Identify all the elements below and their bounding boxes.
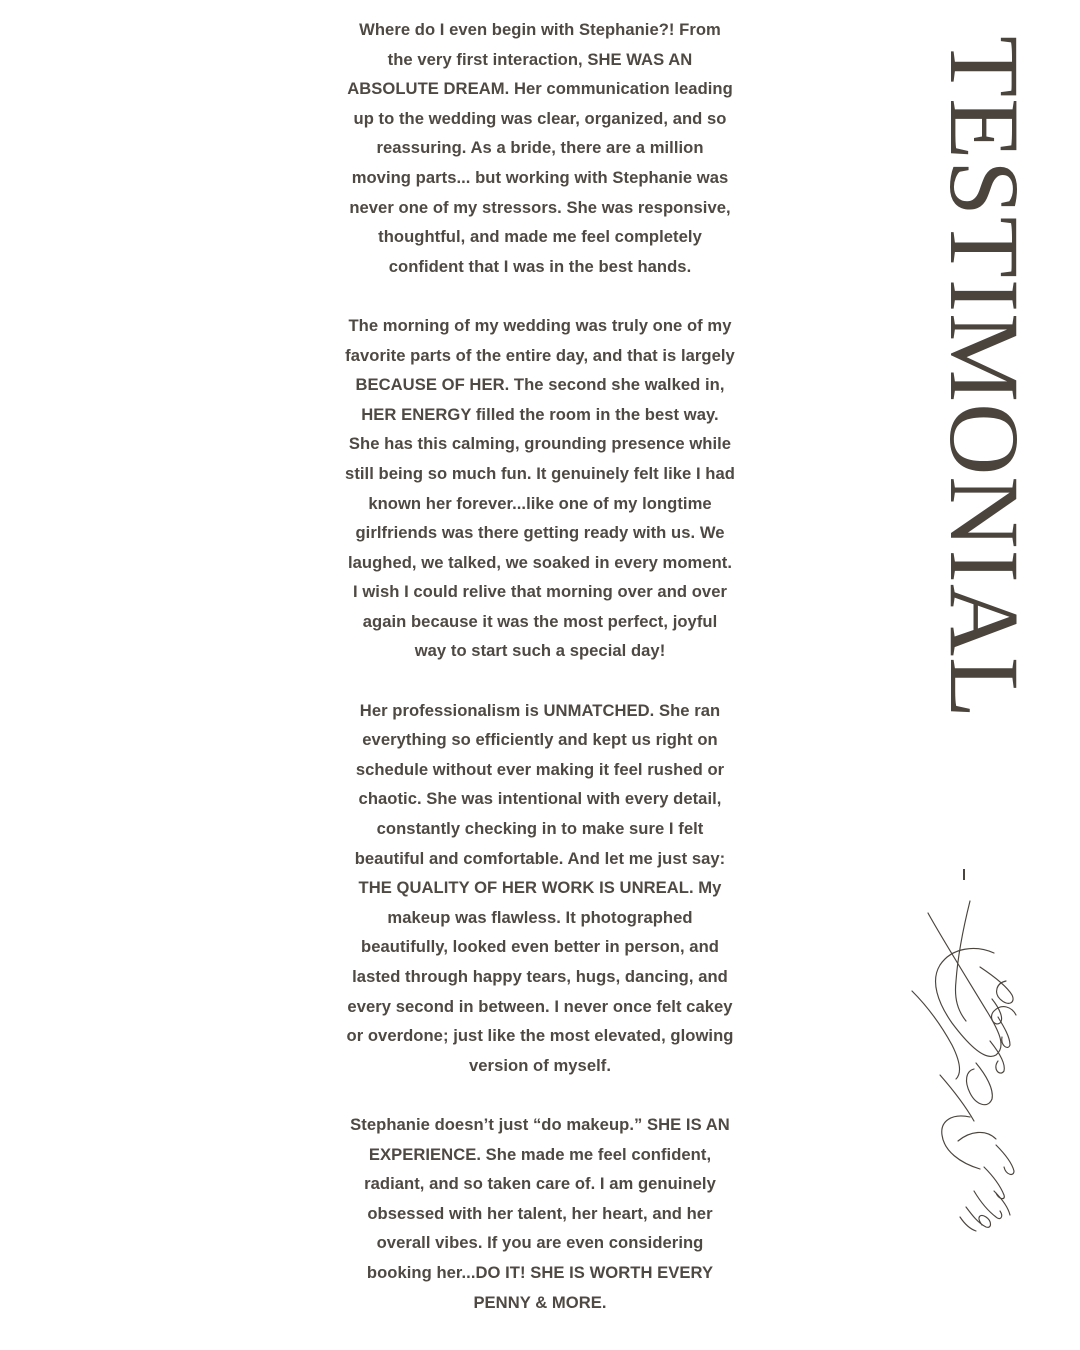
page-title: TESTIMONIAL [929,36,1040,720]
testimonial-paragraph-4: Stephanie doesn’t just “do makeup.” SHE IS AN EXPERIENCE. She made me feel confident, radiant, and so taken care of. I am genuinely obsessed with her talent, her heart, and her overall vibes. If you are even considering booking her...DO IT! SHE IS WORTH EVERY PENNY & MORE. [350,1114,730,1312]
testimonial-paragraph-1: Where do I even begin with Stephanie?! From the very first interaction, SHE WAS AN ABSOLUTE DREAM. Her communication leading up to the wedding was clear, organized, and so reassuring. As a bride, there are a million moving parts... but working with Stephanie was never one of my stressors. She was responsive, thoughtful, and made me feel completely confident that I was in the best hands. [347,20,733,276]
testimonial-paragraph-3: Her professionalism is UNMATCHED. She ran everything so efficiently and kept us right on schedule without ever making it feel rushed or chaotic. She was intentional with every detail, constantly checking in to make sure I felt beautiful and comfortable. And let me just say: THE QUALITY OF HER WORK IS UNREAL. My makeup was flawless. It photographed beautifully, looked even better in person, and lasted through happy tears, hugs, dancing, and every second in between. I never once felt cakey or overdone; just like the most elevated, glowing version of myself. [346,700,734,1075]
signature-handwritten [900,895,1030,1235]
title-divider [963,869,965,880]
testimonial-text [345,15,735,1317]
testimonial-paragraph-2: The morning of my wedding was truly one of my favorite parts of the entire day, and that is largely BECAUSE OF HER. The second she walked in, HER ENERGY filled the room in the best way. She has this calming, grounding presence while still being so much fun. It genuinely felt like I had known her forever...like one of my longtime girlfriends was there getting ready with us. We laughed, we talked, we soaked in every moment. I wish I could relive that morning over and over again because it was the most perfect, joyful way to start such a special day! [345,315,735,661]
